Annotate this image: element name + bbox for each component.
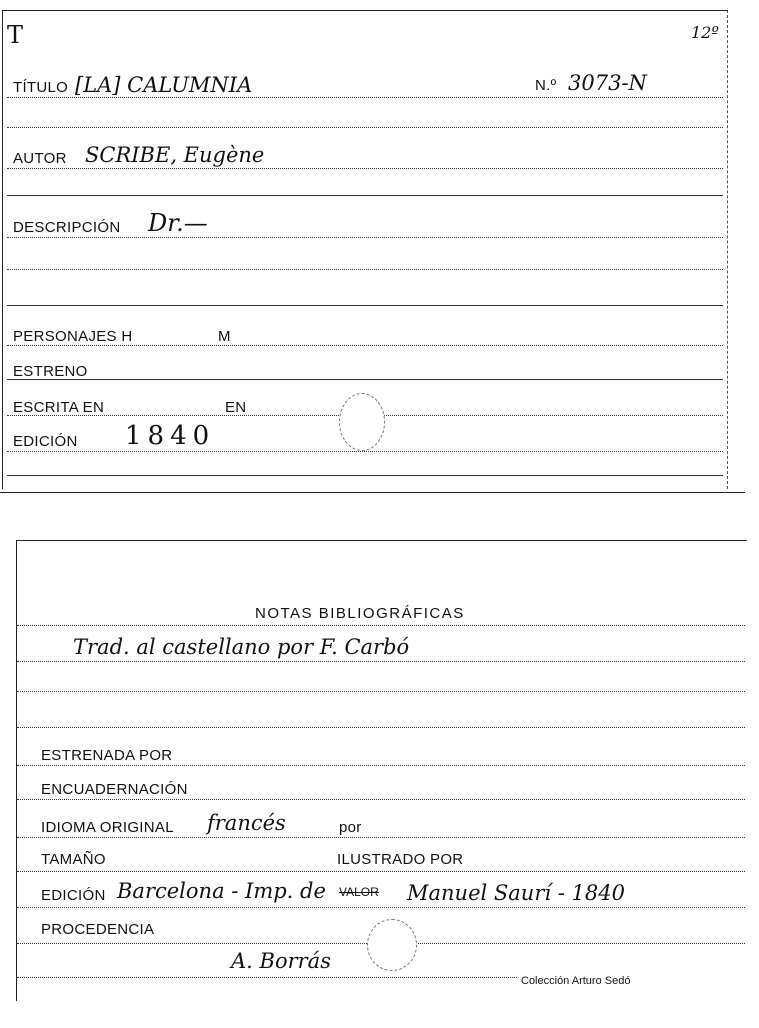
rule-6: [7, 269, 723, 270]
rule-descripcion: [7, 237, 723, 238]
titulo-value: [LA] CALUMNIA: [75, 73, 253, 97]
rule-autor: [7, 168, 723, 169]
edicion-label: EDICIÓN: [41, 887, 106, 904]
catalog-card-bottom: [16, 540, 747, 1001]
collection-stamp: Colección Arturo Sedó: [521, 975, 631, 987]
rule-notas: [17, 661, 745, 662]
rule-edicion: [7, 451, 723, 452]
rule-4: [7, 195, 723, 196]
rule-tamano: [17, 871, 745, 872]
valor-label: VALOR: [339, 885, 379, 899]
rule-notas-3: [17, 727, 745, 728]
por-label: por: [339, 819, 362, 836]
escrita-en-label: EN: [225, 399, 247, 416]
rule-estreno: [7, 379, 723, 380]
ilustrado-label: ILUSTRADO POR: [337, 851, 464, 868]
descripcion-value: Dr.—: [148, 209, 208, 237]
edicion-value2: Manuel Saurí - 1840: [407, 881, 625, 905]
encuadernacion-label: ENCUADERNACIÓN: [41, 781, 188, 798]
estreno-label: ESTRENO: [13, 363, 88, 380]
escrita-label: ESCRITA EN: [13, 399, 105, 416]
rule-idioma: [17, 837, 745, 838]
titulo-label: TÍTULO: [13, 79, 69, 96]
procedencia-value: A. Borrás: [231, 949, 331, 973]
estrenada-label: ESTRENADA POR: [41, 747, 173, 764]
rule-last: [17, 977, 517, 978]
rule-encuadernacion: [17, 799, 745, 800]
edicion-label: EDICIÓN: [13, 433, 78, 450]
rule-titulo: [7, 97, 723, 98]
notas-value: Trad. al castellano por F. Carbó: [73, 635, 410, 659]
personajes-m-label: M: [218, 328, 231, 345]
rule-7: [7, 305, 723, 306]
descripcion-label: DESCRIPCIÓN: [13, 219, 121, 236]
edicion-value: 1840: [125, 421, 216, 451]
corner-mark: T: [7, 21, 24, 49]
punch-hole: [339, 393, 385, 451]
idioma-label: IDIOMA ORIGINAL: [41, 819, 174, 836]
catalog-card-top: [2, 10, 728, 489]
procedencia-label: PROCEDENCIA: [41, 921, 155, 938]
card-separator: [0, 492, 745, 493]
rule-personajes: [7, 345, 723, 346]
numero-label: N.º: [535, 77, 557, 94]
rule-estrenada: [17, 765, 745, 766]
rule-notas-2: [17, 691, 745, 692]
personajes-label: PERSONAJES H: [13, 328, 133, 345]
tamano-label: TAMAÑO: [41, 851, 106, 868]
notas-heading: NOTAS BIBLIOGRÁFICAS: [255, 605, 465, 622]
autor-label: AUTOR: [13, 150, 67, 167]
edicion-value: Barcelona - Imp. de: [117, 879, 326, 903]
numero-value: 3073-N: [568, 71, 647, 95]
idioma-value: francés: [207, 811, 286, 835]
rule-2: [7, 127, 723, 128]
punch-hole: [367, 919, 417, 971]
autor-value: SCRIBE, Eugène: [85, 143, 265, 167]
rule-last: [7, 475, 723, 476]
rule-heading: [17, 625, 745, 626]
corner-number: 12º: [691, 23, 719, 42]
rule-edicion: [17, 907, 745, 908]
